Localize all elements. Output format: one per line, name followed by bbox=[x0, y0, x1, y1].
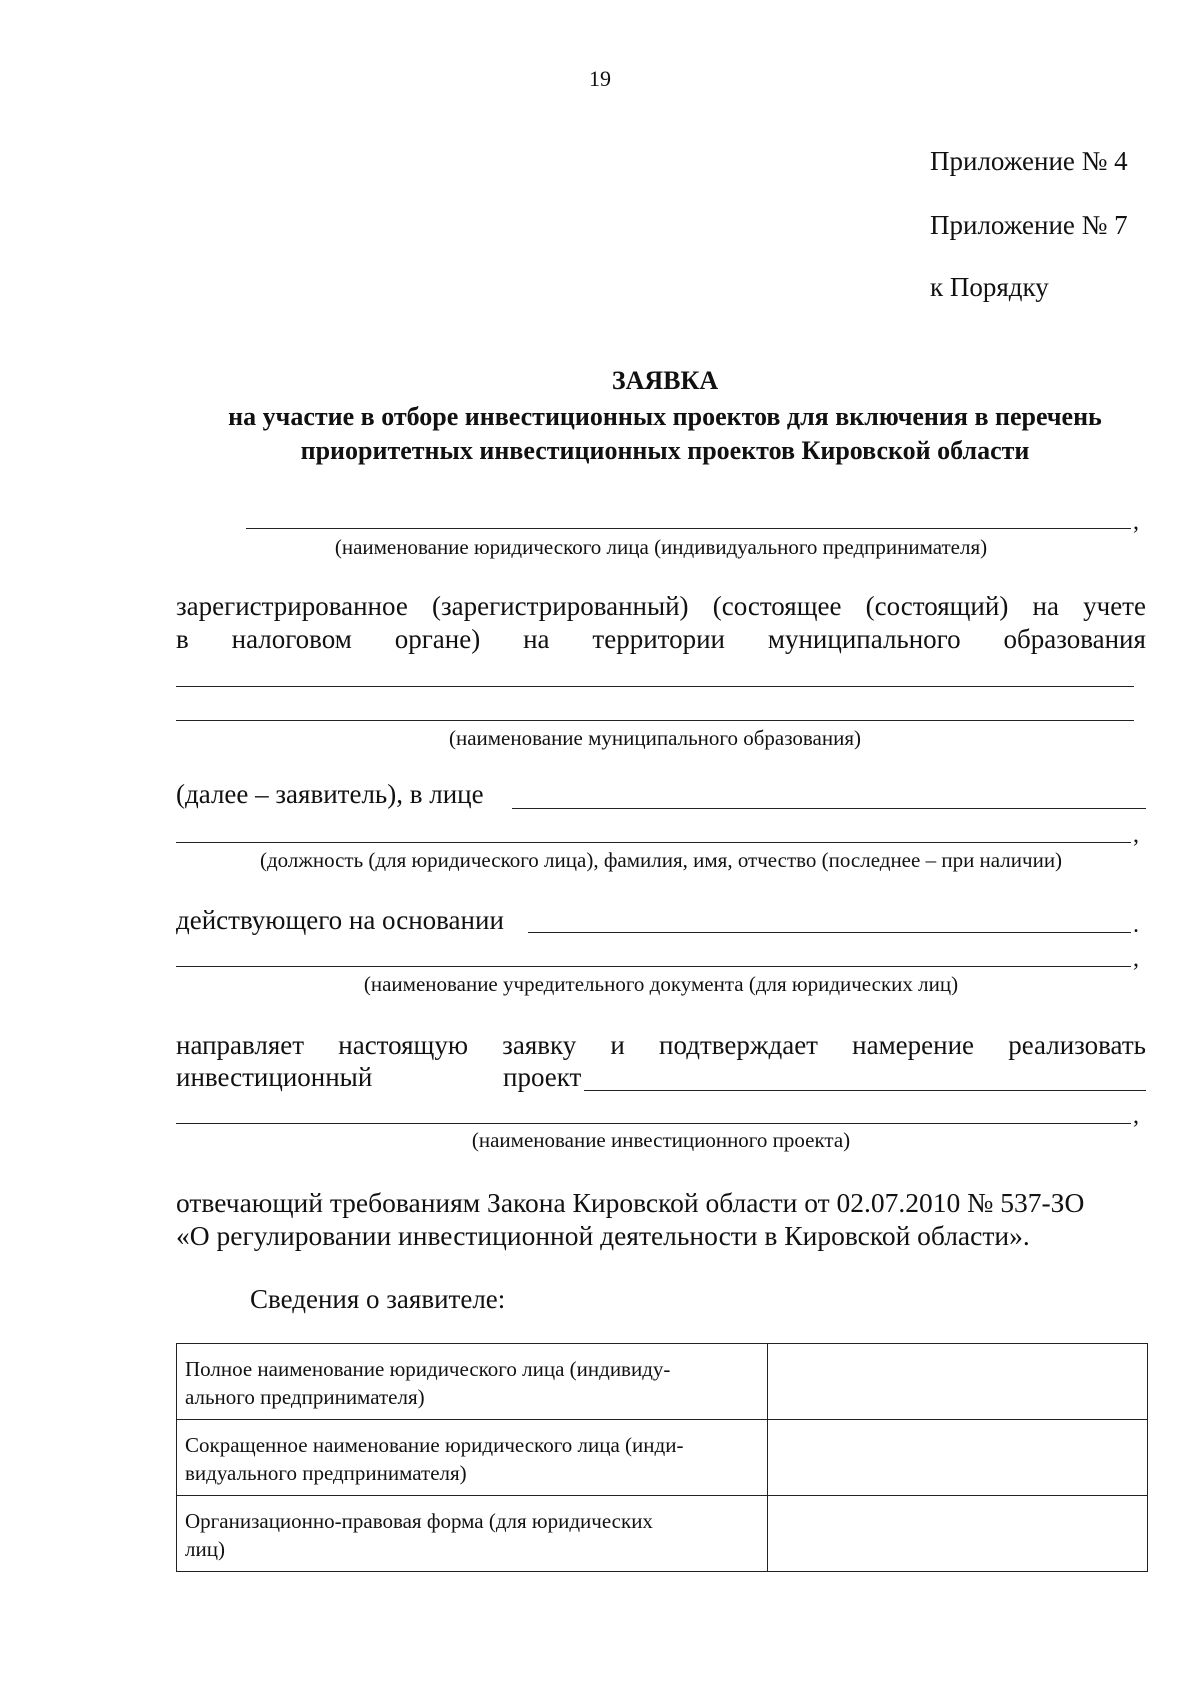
compliance-line-2: «О регулировании инвестиционной деятельности в Кировской области». bbox=[176, 1220, 1030, 1251]
word: направляет bbox=[176, 1030, 305, 1060]
word: (состоящее bbox=[712, 591, 842, 621]
municipality-field-line-2[interactable] bbox=[176, 720, 1134, 721]
word: территории bbox=[592, 624, 725, 654]
document-subtitle-line-1: на участие в отборе инвестиционных проектов для включения в перечень bbox=[228, 402, 1102, 431]
label-line: Полное наименование юридического лица (индивиду- bbox=[185, 1357, 671, 1381]
table-cell-value[interactable] bbox=[768, 1496, 1148, 1572]
word: на bbox=[523, 624, 550, 654]
representative-comma: , bbox=[1133, 822, 1139, 848]
word: зарегистрированное bbox=[176, 591, 408, 621]
word: образования bbox=[1003, 624, 1146, 654]
project-comma: , bbox=[1133, 1103, 1139, 1129]
founding-doc-caption: (наименование учредительного документа (для юридических лиц) bbox=[363, 972, 959, 996]
word: реализовать bbox=[1008, 1030, 1146, 1060]
word: в bbox=[176, 624, 189, 654]
label-line: лиц) bbox=[185, 1537, 225, 1561]
appendix-line-3: к Порядку bbox=[930, 272, 1049, 302]
word: настоящую bbox=[338, 1030, 468, 1060]
label-line: Организационно-правовая форма (для юридических bbox=[185, 1509, 653, 1533]
table-cell-value[interactable] bbox=[768, 1344, 1148, 1420]
document-title: ЗАЯВКА bbox=[611, 366, 719, 395]
table-row bbox=[177, 1344, 1148, 1420]
compliance-line-1: отвечающий требованиям Закона Кировской области от 02.07.2010 № 537-ЗО bbox=[176, 1187, 1085, 1218]
representative-field-line-1[interactable] bbox=[512, 808, 1146, 809]
word: учете bbox=[1083, 591, 1146, 621]
basis-period: . bbox=[1133, 912, 1139, 938]
table-cell-label bbox=[177, 1496, 768, 1572]
basis-field-line-1[interactable] bbox=[528, 932, 1131, 933]
table-cell-label bbox=[177, 1344, 768, 1420]
applicant-info-heading: Сведения о заявителе: bbox=[250, 1284, 506, 1314]
label-line: Сокращенное наименование юридического лица (инди- bbox=[185, 1433, 684, 1457]
word: (состоящий) bbox=[865, 591, 1009, 621]
appendix-line-2: Приложение № 7 bbox=[930, 210, 1128, 240]
table-cell-label bbox=[177, 1420, 768, 1496]
label-line: ального предпринимателя) bbox=[185, 1385, 425, 1409]
word: подтверждает bbox=[659, 1030, 818, 1060]
represented-by-label: (далее – заявитель), в лице bbox=[176, 779, 484, 809]
project-field-line-1[interactable] bbox=[584, 1090, 1146, 1091]
word: органе) bbox=[394, 624, 481, 654]
document-subtitle-line-2: приоритетных инвестиционных проектов Кировской области bbox=[300, 436, 1030, 465]
entity-name-caption: (наименование юридического лица (индивидуального предпринимателя) bbox=[334, 535, 988, 559]
municipality-field-line-1[interactable] bbox=[176, 686, 1134, 687]
label-line: видуального предпринимателя) bbox=[185, 1461, 467, 1485]
directs-line-2-project: проект bbox=[503, 1062, 582, 1092]
registered-line-2 bbox=[176, 624, 1146, 655]
appendix-line-1: Приложение № 4 bbox=[930, 146, 1128, 176]
word: на bbox=[1032, 591, 1059, 621]
table-row bbox=[177, 1420, 1148, 1496]
word: муниципального bbox=[767, 624, 961, 654]
table-row bbox=[177, 1496, 1148, 1572]
project-field-line-2[interactable] bbox=[176, 1123, 1131, 1124]
basis-field-line-2[interactable] bbox=[176, 966, 1131, 967]
entity-name-field-line[interactable] bbox=[246, 528, 1131, 529]
word: налоговом bbox=[231, 624, 352, 654]
representative-field-line-2[interactable] bbox=[176, 842, 1131, 843]
word: и bbox=[610, 1030, 625, 1060]
word: намерение bbox=[852, 1030, 975, 1060]
entity-name-comma: , bbox=[1133, 509, 1139, 535]
directs-line-1 bbox=[176, 1030, 1146, 1061]
word: заявку bbox=[502, 1030, 577, 1060]
acting-on-basis-label: действующего на основании bbox=[176, 905, 504, 935]
position-caption: (должность (для юридического лица), фамилия, имя, отчество (последнее – при наличии) bbox=[259, 848, 1063, 872]
table-cell-value[interactable] bbox=[768, 1420, 1148, 1496]
basis-comma: , bbox=[1133, 946, 1139, 972]
municipality-caption: (наименование муниципального образования) bbox=[448, 726, 862, 750]
directs-line-2-investment: инвестиционный bbox=[176, 1062, 373, 1092]
applicant-info-table bbox=[176, 1343, 1148, 1572]
page-number: 19 bbox=[589, 66, 611, 91]
project-name-caption: (наименование инвестиционного проекта) bbox=[471, 1128, 851, 1152]
word: (зарегистрированный) bbox=[431, 591, 689, 621]
registered-line-1 bbox=[176, 591, 1146, 622]
